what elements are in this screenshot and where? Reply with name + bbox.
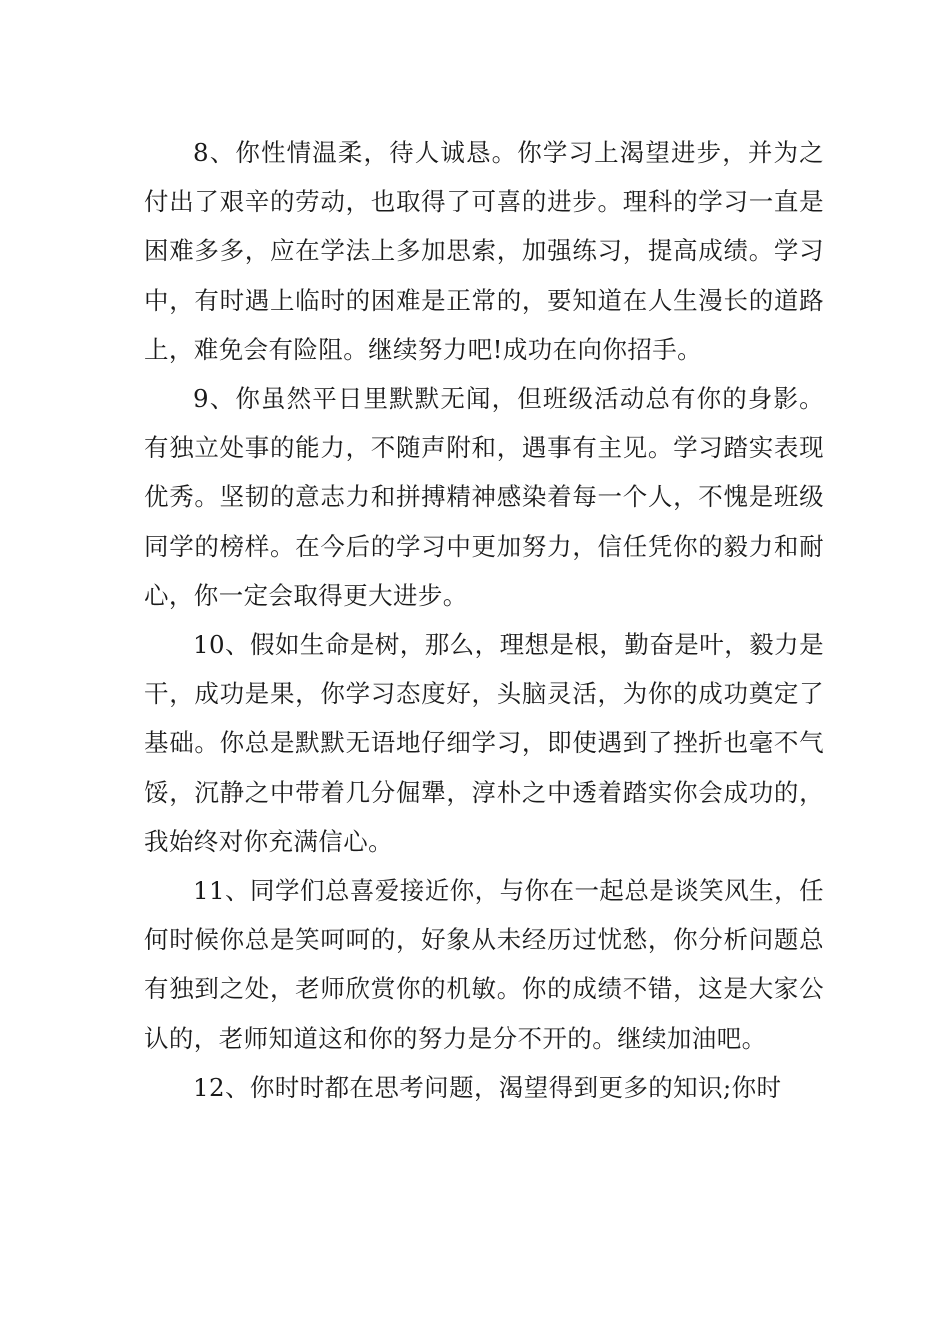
paragraph-10: 10、假如生命是树，那么，理想是根，勤奋是叶，毅力是干，成功是果，你学习态度好，头脑灵活，为你的成功奠定了基础。你总是默默无语地仔细学习，即使遇到了挫折也毫不气馁，沉静之中带着几分倔犟，淳朴之中透着踏实你会成功的，我始终对你充满信心。	[144, 630, 824, 856]
paragraph-11: 11、同学们总喜爱接近你，与你在一起总是谈笑风生，任何时候你总是笑呵呵的，好象从未经历过忧愁，你分析问题总有独到之处，老师欣赏你的机敏。你的成绩不错，这是大家公认的，老师知道这和你的努力是分不开的。继续加油吧。	[144, 876, 824, 1053]
paragraph-8: 8、你性情温柔，待人诚恳。你学习上渴望进步，并为之付出了艰辛的劳动，也取得了可喜的进步。理科的学习一直是困难多多，应在学法上多加思索，加强练习，提高成绩。学习中，有时遇上临时的困难是正常的，要知道在人生漫长的道路上，难免会有险阻。继续努力吧!成功在向你招手。	[144, 138, 824, 364]
paragraph-9: 9、你虽然平日里默默无闻，但班级活动总有你的身影。有独立处事的能力，不随声附和，遇事有主见。学习踏实表现优秀。坚韧的意志力和拼搏精神感染着每一个人，不愧是班级同学的榜样。在今后的学习中更加努力，信任凭你的毅力和耐心，你一定会取得更大进步。	[144, 384, 824, 610]
paragraph-12: 12、你时时都在思考问题，渴望得到更多的知识;你时	[193, 1072, 782, 1102]
document-body	[144, 128, 824, 1112]
